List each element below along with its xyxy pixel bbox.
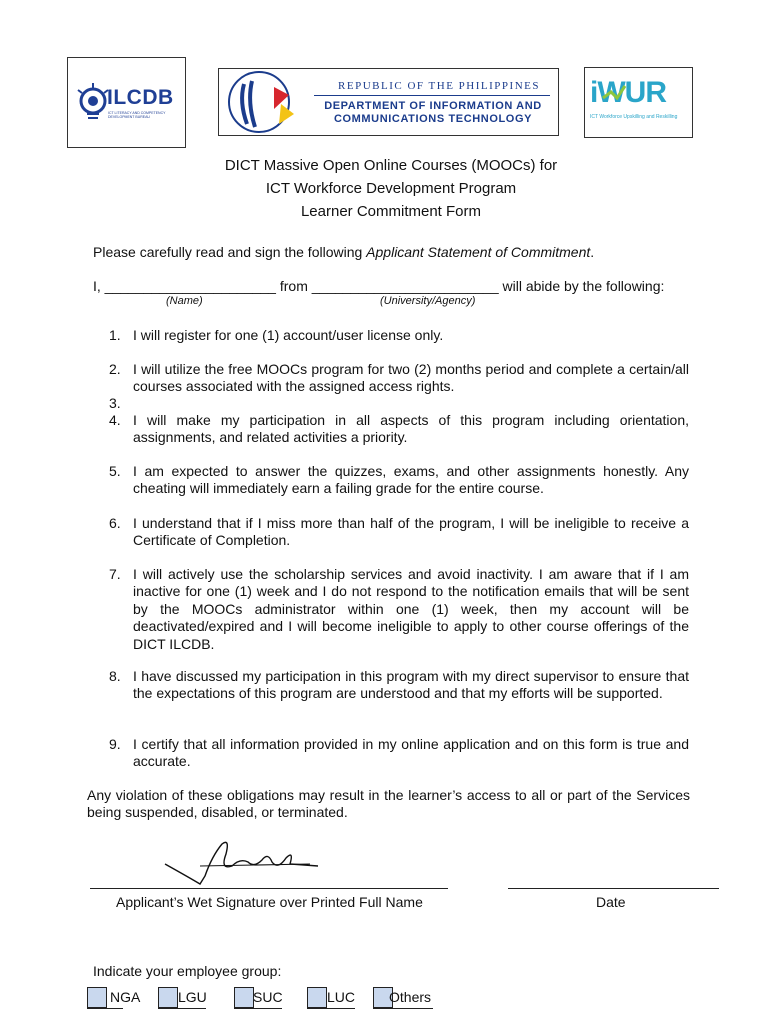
dict-department-line1: DEPARTMENT OF INFORMATION AND [324,100,542,112]
item-number: 5. [109,463,121,479]
luc-checkbox[interactable] [307,987,327,1008]
lgu-checkbox-underline [158,1008,206,1009]
item-number: 7. [109,566,121,582]
ilcdb-logo [67,57,186,148]
iwur-growth-arrow-icon [585,68,692,137]
iwur-logo [584,67,693,138]
pledge-from: from [279,278,308,294]
signature-line[interactable] [90,888,448,889]
nga-label: NGA [110,989,141,1005]
signature-image [160,836,320,886]
others-label: Others [389,989,432,1005]
iwur-wordmark: iWUR [590,76,666,109]
ilcdb-subtitle: ICT LITERACY AND COMPETENCY DEVELOPMENT BUREAU [108,111,166,119]
iwur-subtitle: ICT Workforce Upskilling and Reskilling [590,114,678,120]
intro-prefix: Please carefully read and sign the following [93,244,367,260]
luc-checkbox-underline [307,1008,355,1009]
form-title-line2: ICT Workforce Development Program [265,180,517,197]
item-text: I certify that all information provided in my online application and on this form is true and accurate. [133,736,689,770]
item-number: 1. [109,327,121,343]
dict-republic: REPUBLIC OF THE PHILIPPINES [338,80,540,92]
item-number: 4. [109,412,121,428]
item-text: I am expected to answer the quizzes, exams, and other assignments honestly. Any cheating will immediately earn a failing grade for the entire course. [133,463,689,497]
dict-divider [314,95,550,96]
form-title-line3: Learner Commitment Form [300,203,482,220]
nga-checkbox-underline [87,1008,123,1009]
others-checkbox-underline [373,1008,433,1009]
name-caption: (Name) [166,295,203,307]
dict-logo [218,68,559,136]
suc-label: SUC [253,989,283,1005]
item-text: I understand that if I miss more than half of the program, I will be ineligible to receive a Certificate of Completion. [133,515,689,549]
dict-department-line2: COMMUNICATIONS TECHNOLOGY [333,113,533,125]
intro-emphasis: Applicant Statement of Commitment [366,244,591,260]
item-number: 3. [109,395,121,411]
pledge-abide: will abide by the following: [502,278,665,294]
intro-suffix: . [590,244,595,260]
item-text: I will actively use the scholarship services and avoid inactivity. I am aware that if I am inactive for one (1) week and I do not respond to the notification emails that will be sent by the MOOCs administrator within one (1) week, then my account will be deactivated/expired and I will become ineligible to apply to other course offerings of the DICT ILCDB. [133,566,689,652]
name-blank[interactable]: ______________________ [104,278,276,294]
item-text: I will register for one (1) account/user license only. [133,327,444,343]
item-text: I will utilize the free MOOCs program for two (2) months period and complete a certain/all courses associated with the assigned access rights. [133,361,689,395]
suc-checkbox[interactable] [234,987,254,1008]
violation-notice: Any violation of these obligations may result in the learner’s access to all or part of the Services being suspended, disabled, or terminated. [87,787,690,821]
employee-group-prompt: Indicate your employee group: [93,963,282,979]
item-text: I will make my participation in all aspects of this program including orientation, assignments, and related activities a priority. [133,412,689,446]
intro-text [93,244,594,260]
pledge-line [93,278,664,294]
date-line[interactable] [508,888,719,889]
item-number: 6. [109,515,121,531]
pledge-i: I, [93,278,101,294]
lgu-label: LGU [178,989,207,1005]
signature-label: Applicant’s Wet Signature over Printed Full Name [116,894,423,910]
organization-blank[interactable]: ________________________ [311,278,499,294]
item-text: I have discussed my participation in this program with my direct supervisor to ensure that the expectations of this program are understood and that my efforts will be supported. [133,668,689,702]
item-number: 2. [109,361,121,377]
form-title-line1: DICT Massive Open Online Courses (MOOCs) for [224,157,558,174]
date-label: Date [596,894,626,910]
luc-label: LUC [327,989,356,1005]
ilcdb-wordmark: ILCDB [107,86,174,109]
lgu-checkbox[interactable] [158,987,178,1008]
item-number: 9. [109,736,121,752]
suc-checkbox-underline [234,1008,282,1009]
nga-checkbox[interactable] [87,987,107,1008]
dict-seal-icon [219,69,319,135]
organization-caption: (University/Agency) [380,295,476,307]
item-number: 8. [109,668,121,684]
